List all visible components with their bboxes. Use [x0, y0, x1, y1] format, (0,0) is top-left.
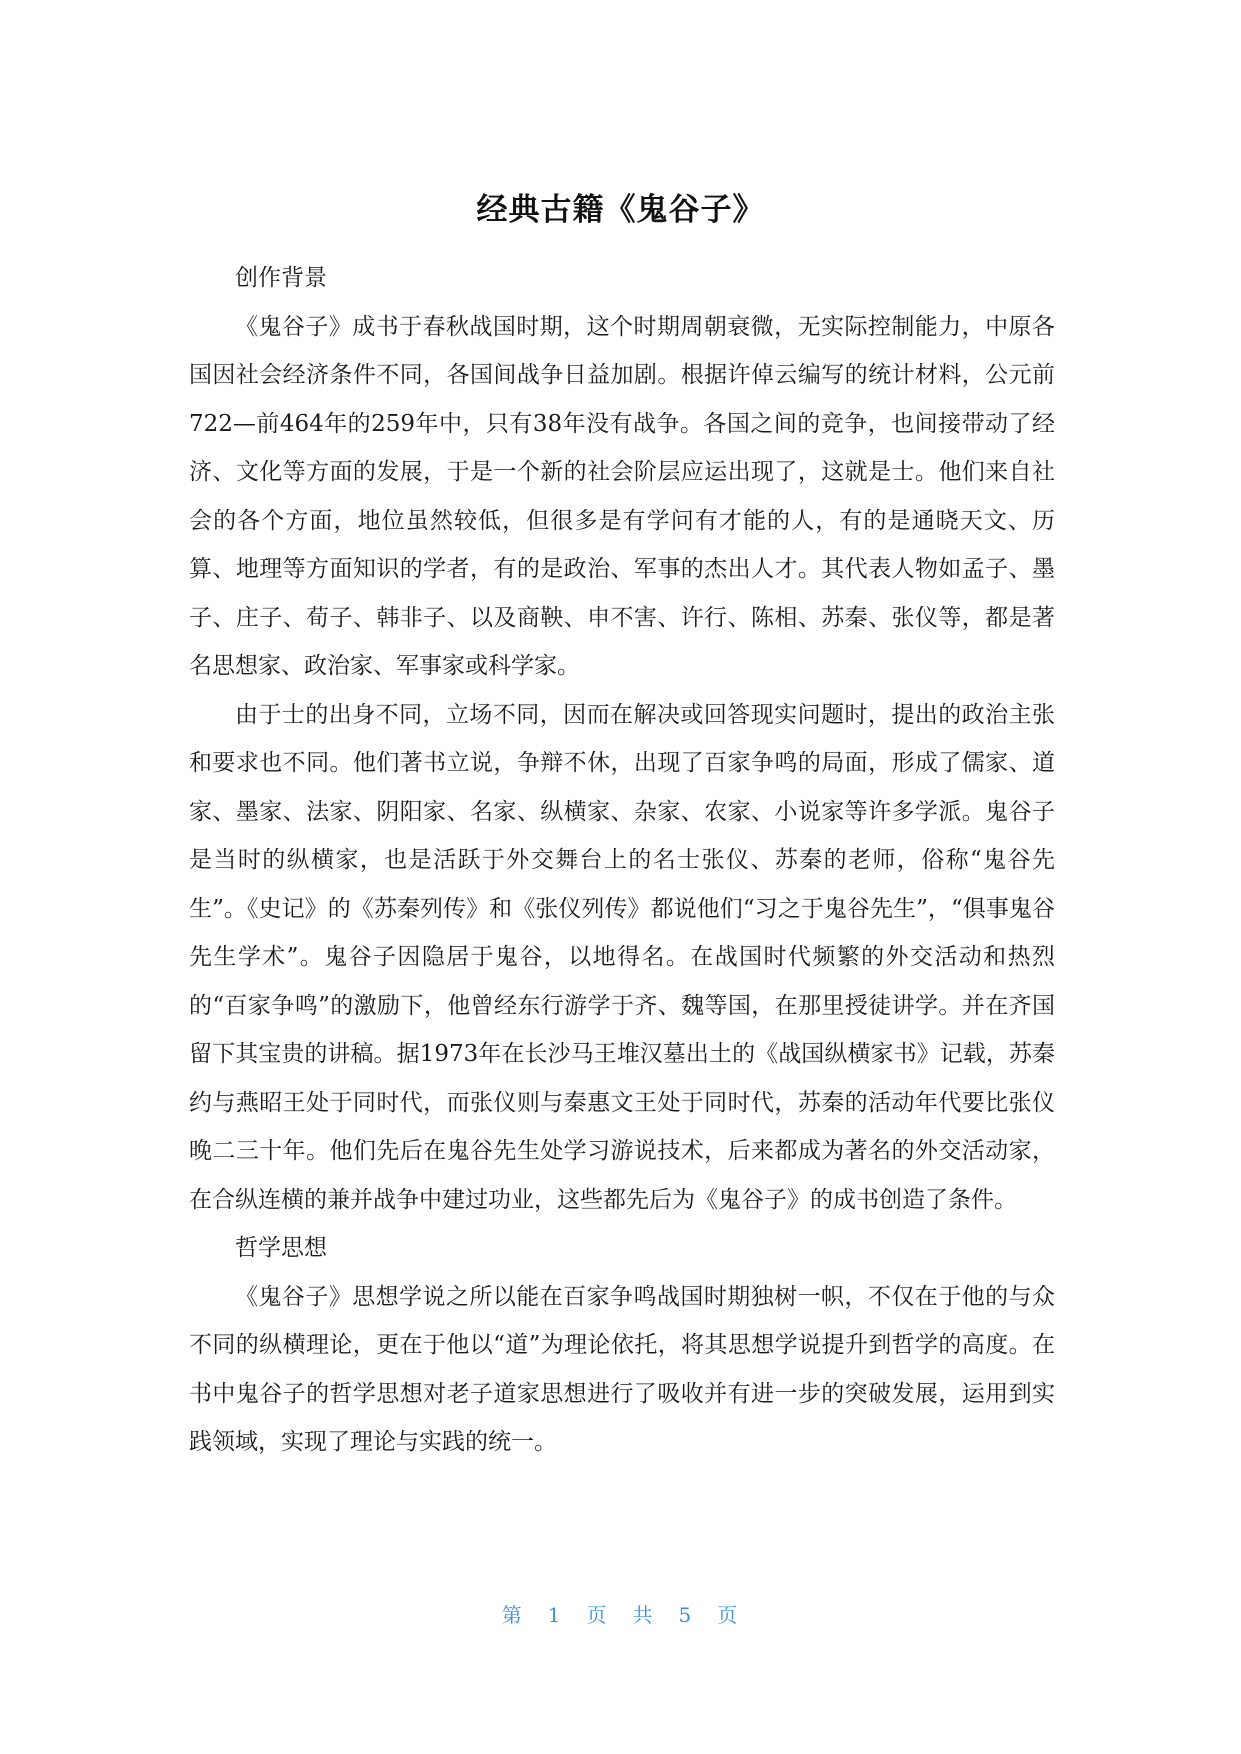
paragraph-background-2: 由于士的出身不同，立场不同，因而在解决或回答现实问题时，提出的政治主张和要求也不同。他们著书立说，争辩不休，出现了百家争鸣的局面，形成了儒家、道家、墨家、法家、阴阳家、名家、纵横家、杂家、农家、小说家等许多学派。鬼谷子是当时的纵横家，也是活跃于外交舞台上的名士张仪、苏秦的老师，俗称“鬼谷先生”。《史记》的《苏秦列传》和《张仪列传》都说他们“习之于鬼谷先生”，“俱事鬼谷先生学术”。鬼谷子因隐居于鬼谷，以地得名。在战国时代频繁的外交活动和热烈的“百家争鸣”的激励下，他曾经东行游学于齐、魏等国，在那里授徒讲学。并在齐国留下其宝贵的讲稿。据1973年在长沙马王堆汉墓出土的《战国纵横家书》记载，苏秦约与燕昭王处于同时代，而张仪则与秦惠文王处于同时代，苏秦的活动年代要比张仪晚二三十年。他们先后在鬼谷先生处学习游说技术，后来都成为著名的外交活动家，在合纵连横的兼并战争中建过功业，这些都先后为《鬼谷子》的成书创造了条件。 [189, 701, 1055, 1213]
footer-label-page: 第 [501, 1603, 524, 1627]
document-title: 经典古籍《鬼谷子》 [476, 192, 765, 228]
footer-label-page-unit: 页 [586, 1603, 609, 1627]
page-footer [0, 1600, 1241, 1630]
footer-label-total: 共 [632, 1603, 655, 1627]
paragraph-philosophy-1: 《鬼谷子》思想学说之所以能在百家争鸣战国时期独树一帜，不仅在于他的与众不同的纵横理论，更在于他以“道”为理论依托，将其思想学说提升到哲学的高度。在书中鬼谷子的哲学思想对老子道家思想进行了吸收并有进一步的突破发展，运用到实践领域，实现了理论与实践的统一。 [189, 1283, 1055, 1455]
footer-label-total-unit: 页 [717, 1603, 740, 1627]
footer-total-pages: 5 [678, 1603, 694, 1627]
section-heading-philosophy: 哲学思想 [235, 1235, 327, 1261]
footer-current-page: 1 [547, 1603, 563, 1627]
section-heading-background: 创作背景 [235, 265, 327, 291]
document-body [189, 254, 1055, 1467]
paragraph-background-1: 《鬼谷子》成书于春秋战国时期，这个时期周朝衰微，无实际控制能力，中原各国因社会经济条件不同，各国间战争日益加剧。根据许倬云编写的统计材料，公元前722—前464年的259年中，只有38年没有战争。各国之间的竞争，也间接带动了经济、文化等方面的发展，于是一个新的社会阶层应运出现了，这就是士。他们来自社会的各个方面，地位虽然较低，但很多是有学问有才能的人，有的是通晓天文、历算、地理等方面知识的学者，有的是政治、军事的杰出人才。其代表人物如孟子、墨子、庄子、荀子、韩非子、以及商鞅、申不害、许行、陈相、苏秦、张仪等，都是著名思想家、政治家、军事家或科学家。 [189, 313, 1055, 679]
